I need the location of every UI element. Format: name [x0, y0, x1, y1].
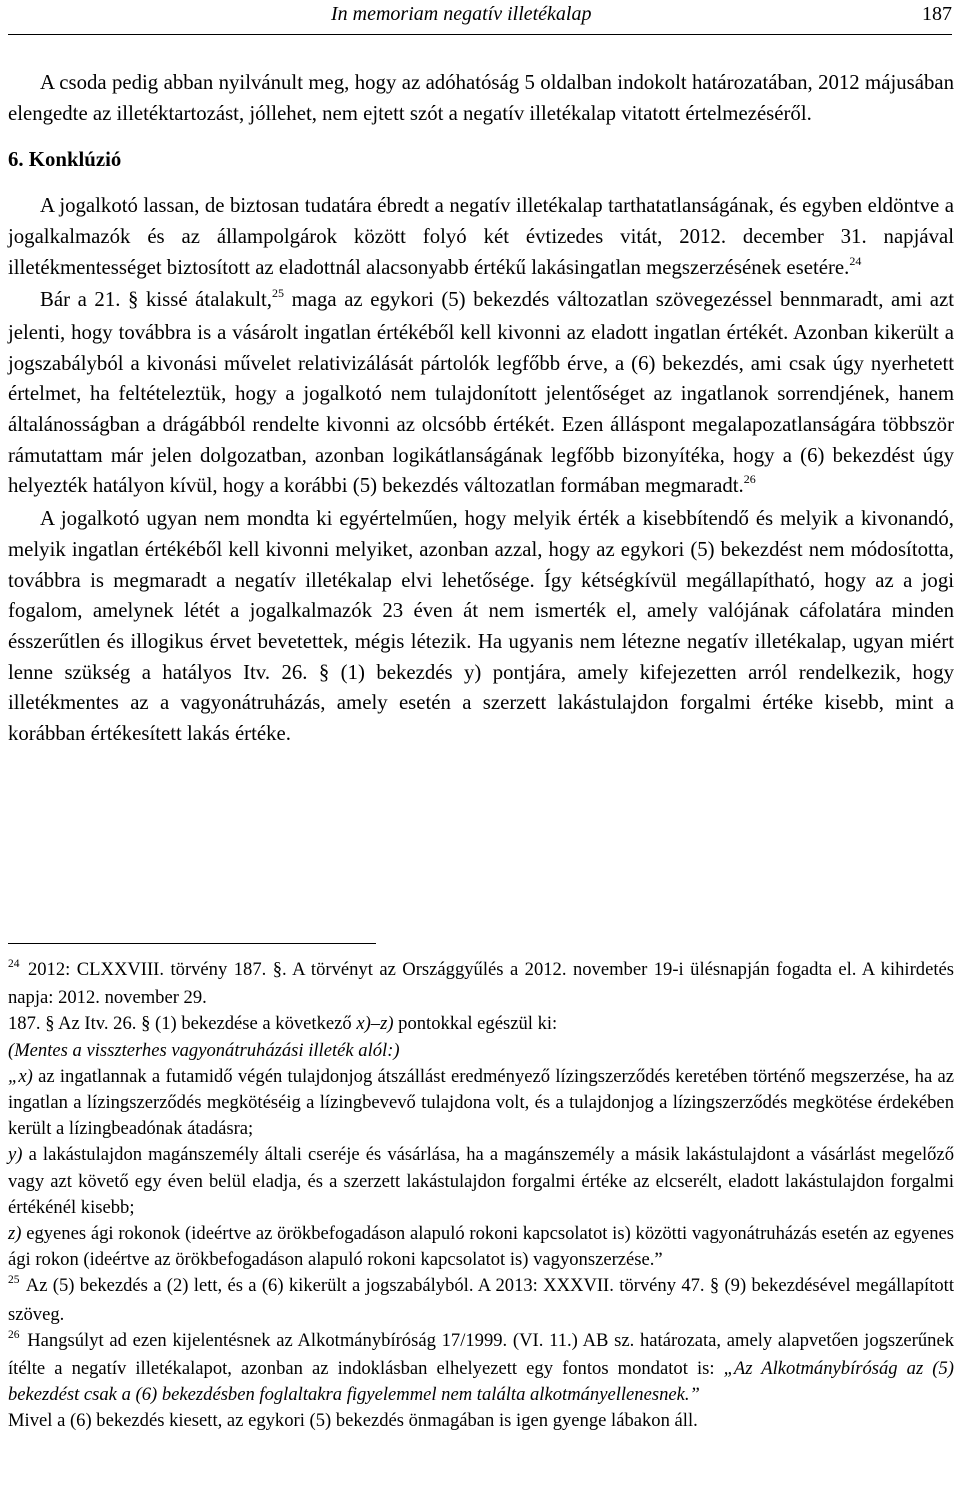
footnote-mark: 26 — [8, 1328, 20, 1341]
paragraph-2 — [8, 191, 954, 285]
point-y-label: y) — [8, 1144, 23, 1166]
point-y-text: a lakástulajdon magánszemély általi cseréje és vásárlása, ha a magánszemély a másik lakástulajdont a vásárlást megelőző vagy azt követő egy éven belül eladja, és a szerzett lakástulajdon forgalmi értéke az elcserélt, eladott lakástulajdon forgalmi értékénél kisebb; — [8, 1144, 954, 1218]
point-z-label: z) — [8, 1223, 22, 1245]
footnote-24-line3: (Mentes a visszterhes vagyonátruházási illeték alól:) — [8, 1039, 400, 1061]
point-z-text: egyenes ági rokonok (ideértve az örökbefogadáson alapuló rokoni kapcsolatot is) közötti vagyonátruházás esetén az egyenes ági rokon (ideértve az örökbefogadáson alapuló rokoni kapcsolatot is) vagyonszerzése.” — [8, 1223, 954, 1271]
footnote-mark: 24 — [8, 958, 20, 970]
footnote-24 — [8, 957, 954, 1011]
footnote-ref-24[interactable]: 24 — [849, 253, 862, 268]
paragraph-3 — [8, 285, 954, 504]
footnote-26-text-a: Hangsúlyt ad ezen kijelentésnek az Alkotmánybíróság 17/1999. (VI. 11.) AB sz. határozata, amely alapvetően jogszerűnek ítélte a negatív illetékalapot, azonban az indoklásban elhelyezett egy fontos mondatot is: — [8, 1329, 954, 1380]
footnote-24-line2-b: x)–z) — [356, 1013, 394, 1035]
point-x-text: az ingatlannak a futamidő végén tulajdonjog átszállást eredményező lízingszerződés keretében történő megszerzése, ha az ingatlan a lízingszerződés megkötéséig a lízingbevevő tulajdona volt, és a tulajdonjog a lízingszerződés megkötése érdekében került a lízingbeadónak átadásra; — [8, 1065, 954, 1140]
footnote-26-quote: „Az Alkotmánybíróság az (5) bekezdést csak a (6) bekezdésben foglaltakra figyelemmel nem találta alkotmányellenesnek.” — [8, 1358, 954, 1406]
footnote-mark: 25 — [8, 1274, 20, 1287]
paragraph-1: A csoda pedig abban nyilvánult meg, hogy az adóhatóság 5 oldalban indokolt határozatában, 2012 májusában elengedte az illetéktartozást, jóllehet, nem ejtett szót a negatív illetékalap vitatott értelmezéséről. — [8, 71, 954, 125]
footnote-24-line1: 2012: CLXXVIII. törvény 187. §. A törvényt az Országgyűlés a 2012. november 19-i ülésnapján fogadta el. A kihirdetés napja: 2012. november 29. — [8, 959, 954, 1009]
footnote-24-line2-c: pontokkal egészül ki: — [393, 1013, 558, 1035]
footnote-24-point-y — [8, 1142, 954, 1221]
running-title: In memoriam negatív illetékalap — [331, 3, 592, 25]
footnotes — [8, 957, 954, 1435]
point-x-label: „x) — [8, 1065, 33, 1087]
footnote-24-line2 — [8, 1011, 954, 1037]
footnote-26 — [8, 1328, 954, 1409]
paragraph-3-text-a: Bár a 21. § kissé átalakult, — [40, 288, 272, 312]
paragraph-2-text: A jogalkotó lassan, de biztosan tudatára ébredt a negatív illetékalap tarthatatlanságának, és egyben eldöntve a jogalkalmazók és az állampolgárok között folyó két évtizedes vitát, 2012. december 31. napjával illetékmentességet biztosított az eladottnál alacsonyabb értékű lakásingatlan megszerzésének esetére. — [8, 194, 954, 279]
page-number: 187 — [922, 3, 952, 25]
main-text — [8, 68, 954, 750]
paragraph-3-text-b: maga az egykori (5) bekezdés változatlan szövegezéssel bennmaradt, ami azt jelenti, hogy továbbra is a vásárolt ingatlan értékéből kell kivonni az eladott ingatlan értékét. Azonban kikerült a jogszabályból a kivonási művelet relativizálását pártolók legfőbb érve, a (6) bekezdés, ami csak úgy nyerhetett értelmet, ha feltételeztük, hogy a jogalkotó nem tulajdonított jelentőséget az ingatlanok sorrendjének, hanem általánosságban a drágábból rendelte kivonni az olcsóbb értékét. Ezen álláspont megalapozatlanságára többször rámutattam már jelen dolgozatban, azonban logikátlanságának legfőbb bizonyítéka, hogy a (6) bekezdést úgy helyezték hatályon kívül, hogy a korábbi (5) bekezdés változatlan formában megmaradt. — [8, 288, 954, 498]
page-header — [8, 0, 952, 35]
footnote-26-cont: Mivel a (6) bekezdés kiesett, az egykori (5) bekezdés önmagában is igen gyenge lábakon áll. — [8, 1410, 698, 1432]
footnote-separator — [8, 943, 376, 944]
footnote-24-line2-a: 187. § Az Itv. 26. § (1) bekezdése a következő — [8, 1013, 357, 1035]
footnote-24-point-z — [8, 1221, 954, 1273]
paragraph-4: A jogalkotó ugyan nem mondta ki egyértelműen, hogy melyik érték a kisebbítendő és melyik a kivonandó, melyik ingatlan értékéből kell kivonni melyiket, azonban azzal, hogy az egykori (5) bekezdést nem módosította, továbbra is megmaradt a negatív illetékalap elvi lehetősége. Így kétségkívül megállapítható, hogy az a jogi fogalom, amelynek létét a jogalkalmazók 23 éven át nem ismerték el, amely valójának cáfolatára minden ésszerűtlen és illogikus érvet bevetettek, mégis létezik. Ha ugyanis nem létezne negatív illetékalap, ugyan miért lenne szükség a hatályos Itv. 26. § (1) bekezdés y) pontjára, amely kifejezetten arról rendelkezik, hogy illetékmentes az a vagyonátruházás, amely esetén a szerzett lakástulajdon forgalmi értéke kisebb, mint a korábban értékesített lakás értéke. — [8, 507, 954, 746]
footnote-ref-25[interactable]: 25 — [271, 286, 284, 301]
footnote-25-text: Az (5) bekezdés a (2) lett, és a (6) kikerült a jogszabályból. A 2013: XXXVII. törvény 47. § (9) bekezdésével megállapított szöveg. — [8, 1275, 955, 1325]
footnote-ref-26[interactable]: 26 — [743, 472, 756, 487]
footnote-24-point-x — [8, 1064, 954, 1143]
section-heading: 6. Konklúzió — [8, 148, 122, 172]
footnote-25 — [8, 1273, 954, 1327]
